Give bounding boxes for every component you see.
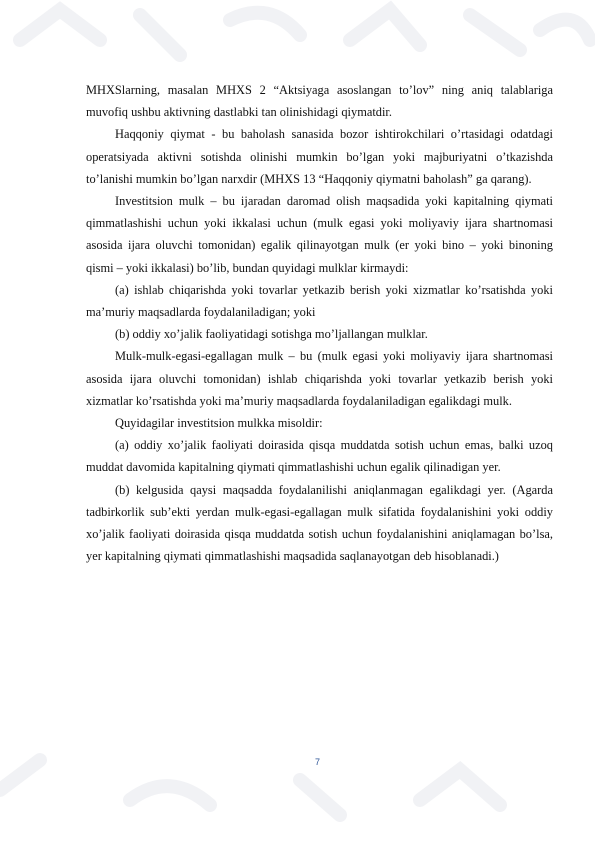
paragraph-1: MHXSlarning, masalan MHXS 2 “Aktsiyaga asoslangan to’lov” ning aniq talablariga muvofiq ushbu aktivning dastlabki tan olinishidagi qiymatdir.: [86, 83, 553, 120]
paragraph-7: Quyidagilar investitsion mulkka misoldir:: [115, 416, 323, 431]
paragraph-8: (a) oddiy xo’jalik faoliyati doirasida qisqa muddatda sotish uchun emas, balki uzoq muddat davomida kapitalning qiymati qimmatlashishi uchun egalik qilinadigan yer.: [86, 438, 553, 475]
paragraph-6: Mulk-mulk-egasi-egallagan mulk – bu (mulk egasi yoki moliyaviy ijara shartnomasi asosida ijara oluvchi tomonidan) ishlab chiqarishda yoki tovarlar yetkazib berish yoki xizmatlar ko’rsatishda yoki ma’muriy maqsadlarda foydalaniladigan egalikdagi mulk.: [86, 349, 553, 408]
paragraph-3: Investitsion mulk – bu ijaradan daromad olish maqsadida yoki kapitalning qiymati qimmatlashishi uchun yoki ikkalasi uchun (mulk egasi yoki moliyaviy ijara shartnomasi asosida ijara oluvchi tomonidan) egalik qilinayotgan mulk (er yoki bino – yoki binoning qismi – yoki ikkalasi) bo’lib, bundan quyidagi mulklar kirmaydi:: [86, 194, 553, 275]
paragraph-2: Haqqoniy qiymat - bu baholash sanasida bozor ishtirokchilari o’rtasidagi odatdagi operatsiyada aktivni sotishda olinishi mumkin bo’lgan yoki majburiyatni o’tkazishda to’lanishi mumkin bo’lgan narxdir (MHXS 13 “Haqqoniy qiymatni baholash” ga qarang).: [86, 127, 553, 186]
document-body: [86, 79, 553, 567]
page-number: 7: [314, 757, 320, 767]
paragraph-4: (a) ishlab chiqarishda yoki tovarlar yetkazib berish yoki xizmatlar ko’rsatishda yoki ma’muriy maqsadlarda foydalaniladigan; yoki: [86, 282, 553, 320]
paragraph-9: (b) kelgusida qaysi maqsadda foydalanilishi aniqlanmagan egalikdagi yer. (Agarda tadbirkorlik sub’ekti yerdan mulk-egasi-egallagan mulk sifatida foydalanishini yoki oddiy xo’jalik faoliyati doirasida qisqa muddatda sotish uchun foydalanishini aniqlamagan bo’lsa, yer kapitalning qiymati qimmatlashishi maqsadida saqlanayotgan deb hisoblanadi.): [86, 482, 553, 564]
paragraph-5: (b) oddiy xo’jalik faoliyatidagi sotishga mo’ljallangan mulklar.: [115, 327, 428, 342]
